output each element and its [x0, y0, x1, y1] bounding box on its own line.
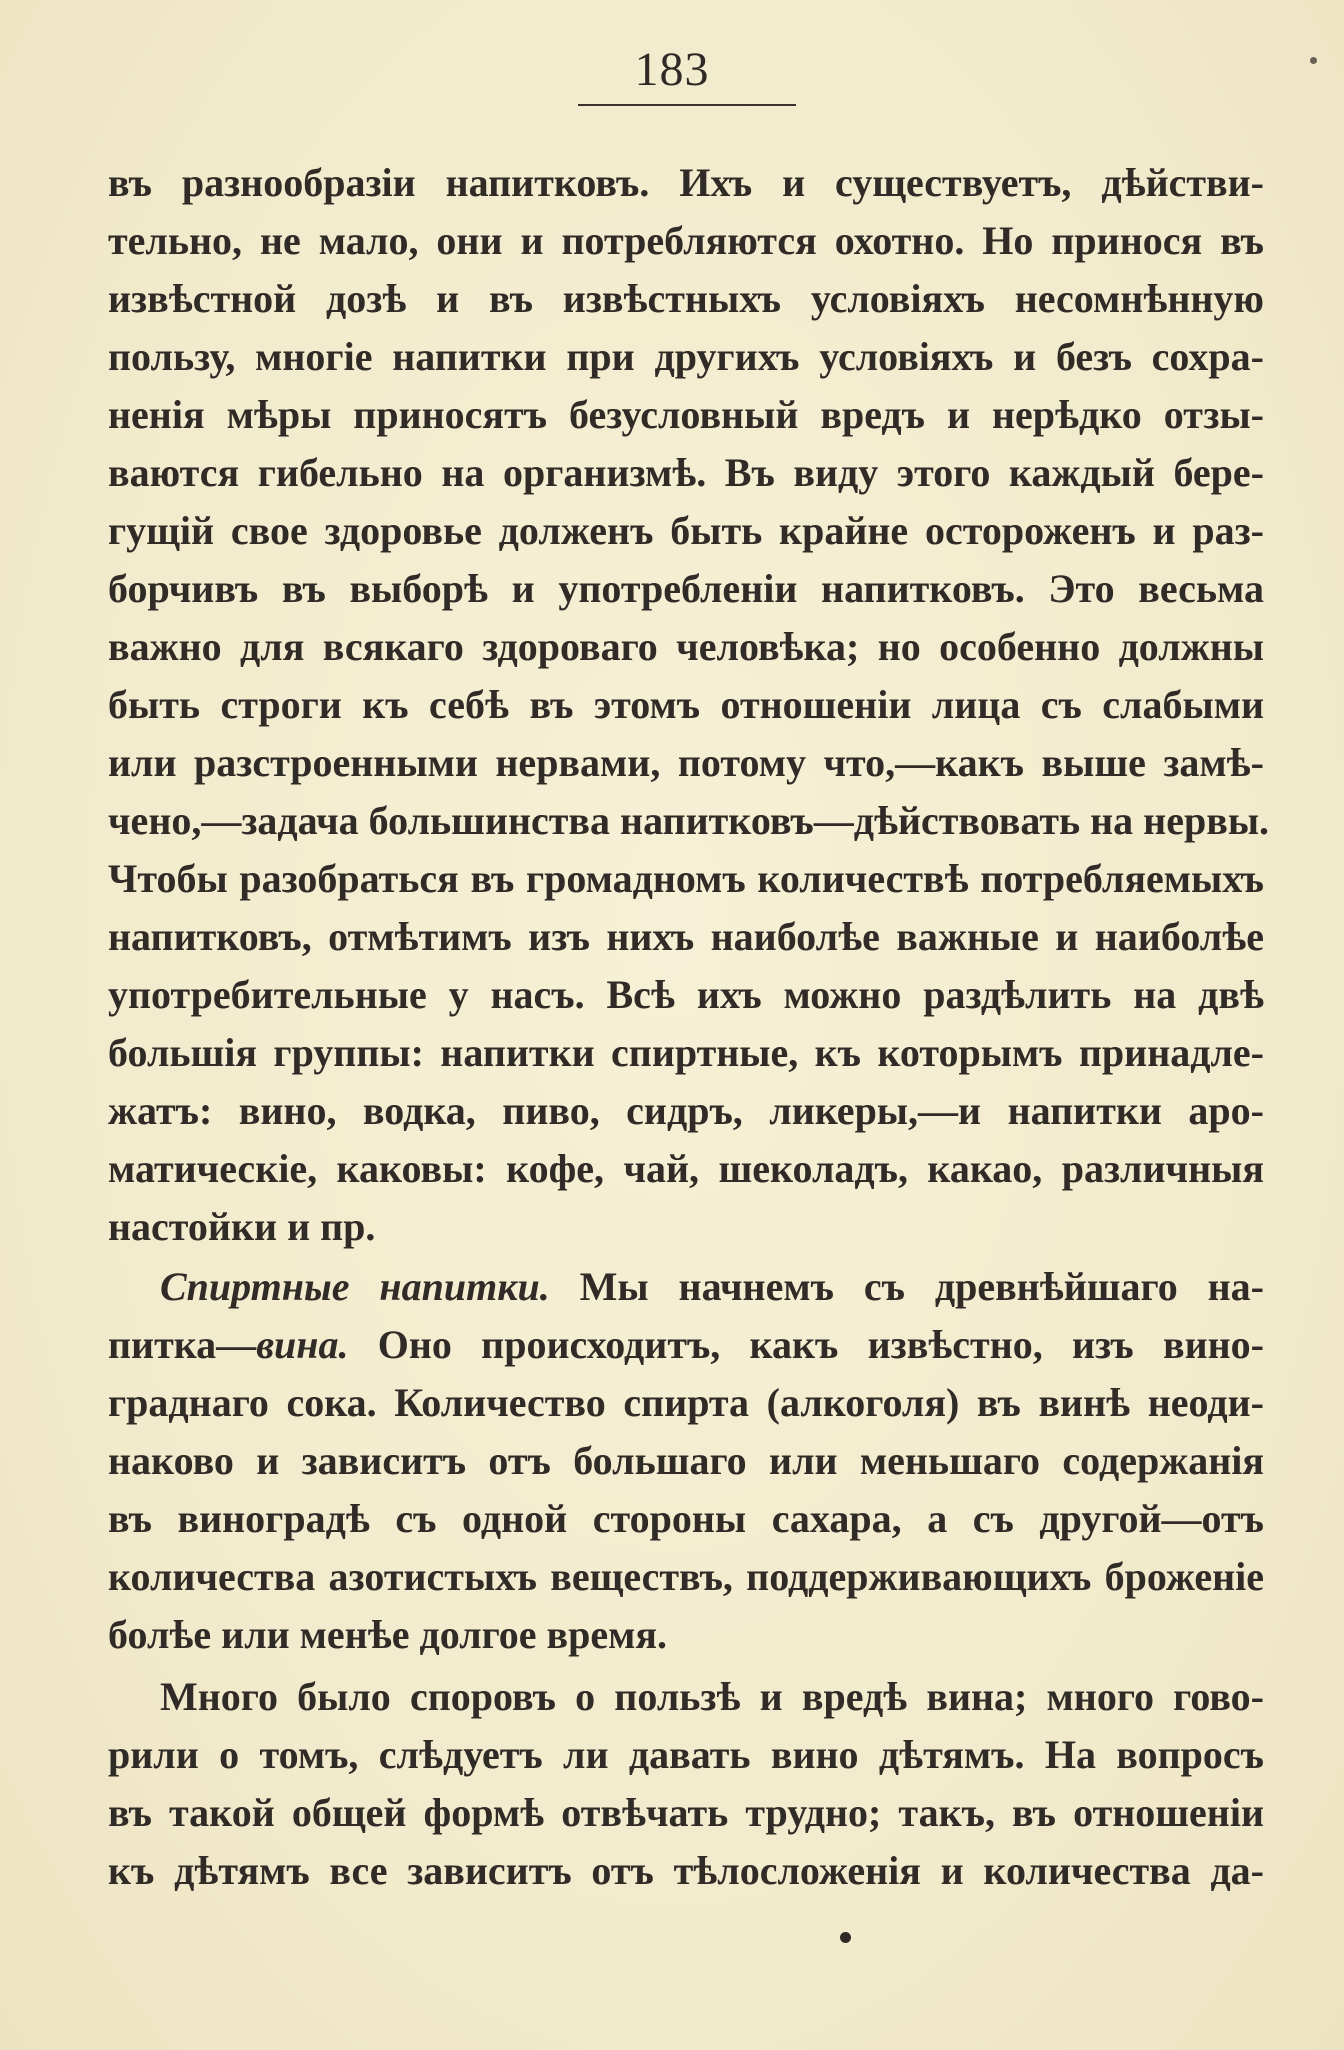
text-line: Чтобы разобраться въ громадномъ количествѣ потребляемыхъ [108, 856, 1264, 901]
text-run: Мы начнемъ съ древнѣйшаго на- [549, 1264, 1264, 1309]
italic-heading: Спиртные напитки. [160, 1264, 550, 1309]
text-line: чено,—задача большинства напитковъ—дѣйствовать на нервы. [108, 798, 1270, 843]
text-line: большія группы: напитки спиртные, къ которымъ принадле- [108, 1030, 1264, 1075]
text-line: настойки и пр. [108, 1204, 376, 1249]
text-line: употребительные у насъ. Всѣ ихъ можно раздѣлить на двѣ [108, 972, 1264, 1017]
text-line: рили о томъ, слѣдуетъ ли давать вино дѣтямъ. На вопросъ [108, 1732, 1264, 1777]
text-line: матическіе, каковы: кофе, чай, шеколадъ, какао, различныя [108, 1146, 1264, 1191]
text-line: или разстроенными нервами, потому что,—какъ выше замѣ- [108, 740, 1264, 785]
text-line: наково и зависитъ отъ большаго или меньшаго содержанія [108, 1438, 1264, 1483]
text-line: въ такой общей формѣ отвѣчать трудно; такъ, въ отношеніи [108, 1790, 1264, 1835]
text-line: быть строги къ себѣ въ этомъ отношеніи лица съ слабыми [108, 682, 1264, 727]
text-line: ненія мѣры приносятъ безусловный вредъ и нерѣдко отзы- [108, 392, 1264, 437]
text-line: пользу, многіе напитки при другихъ условіяхъ и безъ сохра- [108, 334, 1264, 379]
italic-term: вина. [256, 1322, 349, 1367]
text-line: гущій свое здоровье долженъ быть крайне остороженъ и раз- [108, 508, 1264, 553]
text-line: борчивъ въ выборѣ и употребленіи напитковъ. Это весьма [108, 566, 1264, 611]
text-line: Много было споровъ о пользѣ и вредѣ вина; много гово- [160, 1674, 1264, 1719]
header-rule [578, 104, 796, 106]
text-line: жатъ: вино, водка, пиво, сидръ, ликеры,—и напитки аро- [108, 1088, 1264, 1133]
text-line: болѣе или менѣе долгое время. [108, 1612, 668, 1657]
text-line: напитковъ, отмѣтимъ изъ нихъ наиболѣе важные и наиболѣе [108, 914, 1264, 959]
text-line: количества азотистыхъ веществъ, поддерживающихъ броженіе [108, 1554, 1264, 1599]
text-line [160, 1258, 1264, 1316]
text-line: въ виноградѣ съ одной стороны сахара, а съ другой—отъ [108, 1496, 1264, 1541]
text-line: къ дѣтямъ все зависитъ отъ тѣлосложенія и количества да- [108, 1848, 1264, 1893]
signature-dot [840, 1932, 851, 1943]
text-line: тельно, не мало, они и потребляются охотно. Но принося въ [108, 218, 1264, 263]
text-line: важно для всякаго здороваго человѣка; но особенно должны [108, 624, 1264, 669]
text-run: питка— [108, 1322, 257, 1367]
text-line: извѣстной дозѣ и въ извѣстныхъ условіяхъ несомнѣнную [108, 276, 1264, 321]
text-run: Оно происходитъ, какъ извѣстно, изъ вино- [348, 1322, 1264, 1367]
text-line: въ разнообразіи напитковъ. Ихъ и существуетъ, дѣйстви- [108, 160, 1264, 205]
text-line: ваются гибельно на организмѣ. Въ виду этого каждый бере- [108, 450, 1264, 495]
page-number: 183 [634, 43, 710, 96]
text-line [108, 1316, 1264, 1374]
text-line: граднаго сока. Количество спирта (алкоголя) въ винѣ неоди- [108, 1380, 1264, 1425]
